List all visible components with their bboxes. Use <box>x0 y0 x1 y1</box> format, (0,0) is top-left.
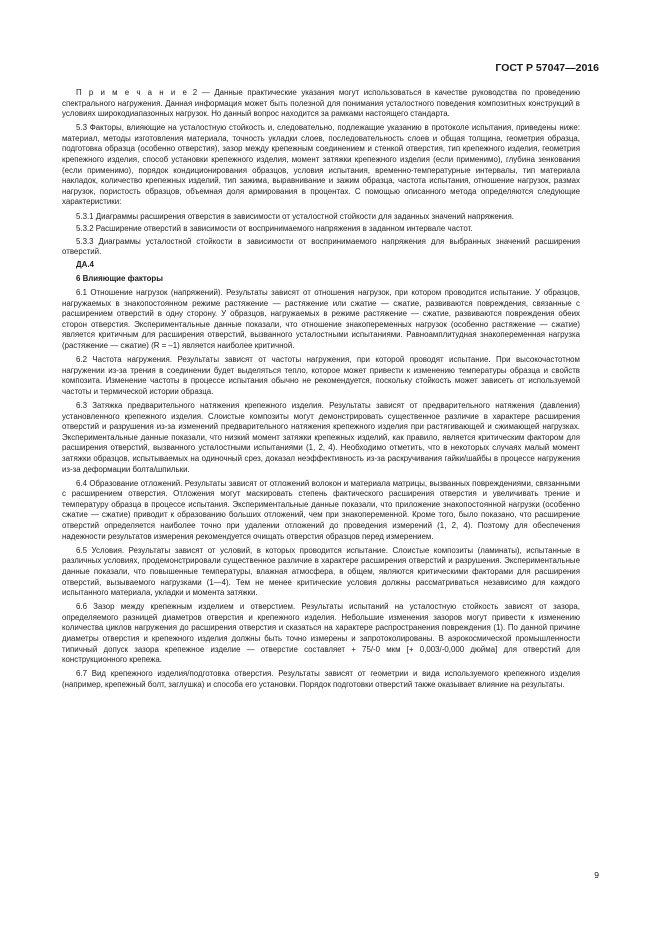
note-text: 2 — Данные практические указания могут использоваться в качестве руководства по проведению спектрального нагружения. Данная информация может быть полезной для понимания усталостного поведения композитных конструкций в условиях широкодиапазонных нагрузок. Но данный вопрос находится за рамками настоящего стандарта. <box>62 88 581 119</box>
document-body <box>62 88 580 694</box>
paragraph-6-2: 6.2 Частота нагружения. Результаты зависят от частоты нагружения, при которой проводят испытание. При высокочастотном нагружении из-за трения в соединении будет выделяться тепло, которое может привести к изменению температуры образца и свойств композита. Изменение частоты в процессе испытания обычно не рекомендуется, поскольку стойкость может зависеть от используемой частоты и термической истории образца. <box>62 355 580 396</box>
note-paragraph <box>62 88 580 120</box>
paragraph-6-3: 6.3 Затяжка предварительного натяжения крепежного изделия. Результаты зависят от предварительного натяжения (давления) установленного крепежного изделия. Слоистые композиты могут демонстрировать существенное различие в характере расширения отверстий и разрушения из-за изменений предварительного натяжения крепежного изделия при растягивающей и сжимающей нагрузках. Экспериментальные данные показали, что низкий момент затяжки крепежных изделий, как правило, является критическим фактором для расширения отверстий, вызванного усталостными испытаниями (1, 2, 4). Необходимо отметить, что в некоторых случаях малый момент затяжки образцов, испытываемых на одиночный срез, доказал неэффективность из-за раскручивания гайки/шайбы в процессе нагружения из-за деформации болта/шпильки. <box>62 401 580 474</box>
section-6-title: 6 Влияющие факторы <box>76 274 163 283</box>
paragraph-5-3: 5.3 Факторы, влияющие на усталостную стойкость и, следовательно, подлежащие указанию в протоколе испытания, приведены ниже: материал, методы изготовления материала, точность укладки слоев, последовательность слоев и общая толщина, геометрия образца, подготовка образца (особенно отверстия), зазор между крепежным соединением и стенкой отверстия, тип крепежного изделия, геометрия крепежного изделия, способ установки крепежного изделия, момент затяжки крепежного изделия (если применимо), глубина зенкования (если применимо), порядок кондиционирования образцов, условия испытания, временно-температурные интервалы, тип материала накладок, количество крепежных изделий, тип зажима, выравнивание и зажим образца, частота испытания, отношение нагрузок, размах нагрузок, пористость образцов, объемная доля армирования в процентах. С помощью описанного метода определяются следующие характеристики: <box>62 123 580 207</box>
paragraph-6-4: 6.4 Образование отложений. Результаты зависят от отложений волокон и материала матрицы, вызванных повреждениями, связанными с расширением отверстия. Отложения могут маскировать степень фактического расширения отверстия и увеличивать трение и температуру образца в процессе испытания. Экспериментальные данные показали, что приложение знакопостоянной нагрузки (особенно сжатие — сжатие) приводит к образованию больших отложений, чем при знакопеременной. Кроме того, было показано, что расширение отверстий определяется наиболее точно при удалении отложений до проведения измерений (1, 2, 4). Поэтому для обеспечения надежности результатов измерения рекомендуется очищать отверстия образцов перед измерением. <box>62 478 580 541</box>
paragraph-6-7: 6.7 Вид крепежного изделия/подготовка отверстия. Результаты зависят от геометрии и вида используемого крепежного изделия (например, крепежный болт, заглушка) и способа его установки. Порядок подготовки отверстий также оказывает влияние на результаты. <box>62 669 580 689</box>
appendix-label: ДА.4 <box>76 259 94 269</box>
item-5-3-2: 5.3.2 Расширение отверстий в зависимости от воспринимаемого напряжения в заданном интервале частот. <box>76 224 473 234</box>
paragraph-6-6: 6.6 Зазор между крепежным изделием и отверстием. Результаты испытаний на усталостную стойкость зависят от зазора, определяемого разницей диаметров отверстия и крепежного изделия. Небольшие изменения зазоров могут привести к изменению количества циклов нагружения до расширения отверстия и сказаться на характере распространения повреждения (1). По данной причине диаметры отверстия и крепежного изделия должны быть точно измерены и запротоколированы. В аэрокосмической промышленности типичный допуск зазора крепежное изделие — отверстие составляет + 75/-0 мкм [+ 0,003/-0,000 дюйма] для отверстий для конструкционного крепежа. <box>62 602 580 665</box>
item-5-3-1: 5.3.1 Диаграммы расширения отверстия в зависимости от усталостной стойкости для заданных значений напряжения. <box>76 211 514 221</box>
paragraph-6-1: 6.1 Отношение нагрузок (напряжений). Результаты зависят от отношения нагрузок, при котором проводится испытание. У образцов, нагружаемых в знакопостоянном режиме растяжение — растяжение или сжатие — сжатие, развиваются повреждения, связанные с расширением отверстий в одну сторону. У образцов, нагружаемых в режиме растяжение — сжатие, развиваются повреждения обеих сторон отверстия. Экспериментальные данные показали, что отношение знакопеременных нагрузок (особенно растяжение — сжатие) является критичным для расширения отверстий, вызванного усталостными испытаниями. Равноамплитудная знакопеременная нагрузка (растяжение — сжатие) (R = –1) является наиболее критичной. <box>62 288 580 351</box>
standard-header: ГОСТ Р 57047—2016 <box>495 62 599 74</box>
page-number: 9 <box>594 870 599 880</box>
paragraph-6-5: 6.5 Условия. Результаты зависят от условий, в которых проводится испытание. Слоистые композиты (ламинаты), испытанные в различных условиях, продемонстрировали существенное различие в характере расширения отверстий и разрушения. Экспериментальные данные показали, что повышенные температуры, влажная атмосфера, в общем, являются критическими факторами для расширения отверстий, вызываемого нагрузками (1—4). Тем не менее критические условия должны рассматриваться независимо для каждого испытанного материала, укладки и момента затяжки. <box>62 545 580 598</box>
item-5-3-3: 5.3.3 Диаграммы усталостной стойкости в зависимости от воспринимаемого напряжения для выбранных значений расширения отверстий. <box>62 236 580 257</box>
note-label: П р и м е ч а н и е <box>76 88 189 97</box>
